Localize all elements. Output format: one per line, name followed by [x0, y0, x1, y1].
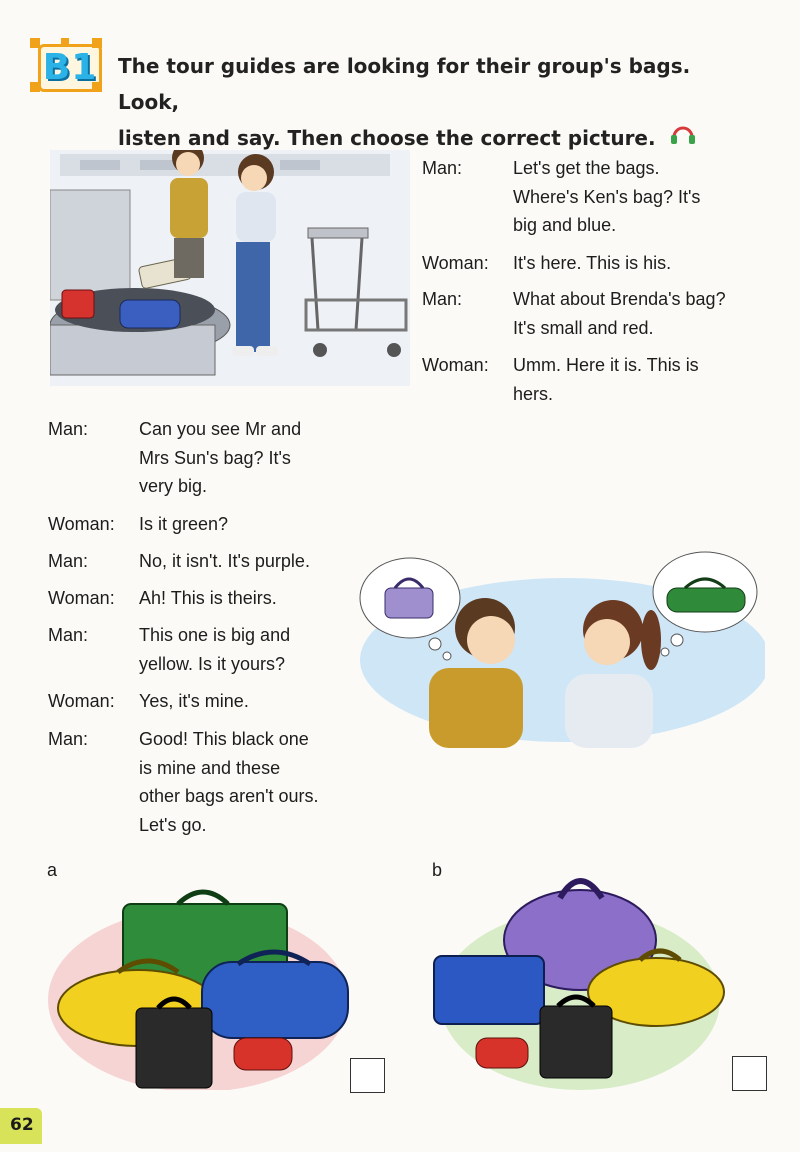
dialogue-line [422, 285, 792, 343]
page-number: 62 [10, 1115, 34, 1135]
speaker: Woman: [422, 253, 489, 273]
dialogue-text: This one is big and [139, 625, 291, 645]
speaker: Man: [48, 729, 89, 749]
dialogue-line [422, 154, 792, 240]
section-badge [30, 38, 106, 94]
dialogue-text: Where's Ken's bag? It's [513, 186, 701, 207]
option-b-label: b [432, 860, 443, 880]
speaker: Woman: [48, 514, 115, 534]
speaker: Woman: [48, 588, 115, 608]
section-badge-label: B1 [42, 47, 98, 88]
speaker: Man: [422, 158, 463, 178]
dialogue-text: hers. [513, 383, 554, 404]
dialogue-text: Ah! This is theirs. [139, 588, 277, 608]
option-a-bags-illustration[interactable] [38, 880, 358, 1090]
dialogue-line [422, 351, 792, 409]
dialogue-text: No, it isn't. It's purple. [139, 551, 310, 571]
dialogue-line [48, 415, 358, 501]
dialogue-line [422, 249, 792, 279]
dialogue-text: yellow. Is it yours? [139, 653, 286, 674]
option-b-checkbox[interactable] [732, 1056, 767, 1091]
speaker: Woman: [48, 691, 115, 711]
guides-thinking-illustration [355, 540, 765, 750]
dialogue-text: Can you see Mr and [139, 419, 302, 439]
instruction-line-1: The tour guides are looking for their group's bags. Look, [118, 54, 691, 114]
dialogue-text: Mrs Sun's bag? It's [139, 447, 291, 468]
option-a-checkbox[interactable] [350, 1058, 385, 1093]
instruction-line-2: listen and say. Then choose the correct picture. [118, 126, 656, 150]
dialogue-line [48, 510, 358, 540]
page-number-tab [0, 1108, 42, 1144]
dialogue-text: Let's go. [139, 814, 207, 835]
dialogue-top [422, 154, 792, 414]
dialogue-text: Yes, it's mine. [139, 691, 249, 711]
dialogue-line [48, 584, 358, 614]
baggage-claim-illustration [50, 150, 410, 386]
instruction [118, 48, 718, 158]
speaker: Man: [422, 289, 463, 309]
speaker: Man: [48, 551, 89, 571]
dialogue-line [48, 725, 358, 841]
option-a-label: a [47, 860, 58, 880]
dialogue-line [48, 621, 358, 679]
dialogue-bottom [48, 415, 358, 845]
audio-icon[interactable] [669, 121, 697, 158]
dialogue-text: Is it green? [139, 514, 229, 534]
dialogue-text: is mine and these [139, 757, 281, 778]
option-b-bags-illustration[interactable] [430, 868, 730, 1090]
speaker: Man: [48, 419, 89, 439]
dialogue-line [48, 687, 358, 717]
dialogue-text: Let's get the bags. [513, 158, 660, 178]
speaker: Woman: [422, 355, 489, 375]
dialogue-text: Good! This black one [139, 729, 309, 749]
dialogue-text: big and blue. [513, 215, 617, 235]
dialogue-text: It's small and red. [513, 317, 654, 338]
speaker: Man: [48, 625, 89, 645]
dialogue-text: very big. [139, 476, 208, 496]
dialogue-text: other bags aren't ours. [139, 786, 319, 806]
dialogue-text: Umm. Here it is. This is [513, 355, 699, 375]
dialogue-line [48, 547, 358, 577]
dialogue-text: It's here. This is his. [513, 253, 672, 273]
dialogue-text: What about Brenda's bag? [513, 289, 726, 309]
